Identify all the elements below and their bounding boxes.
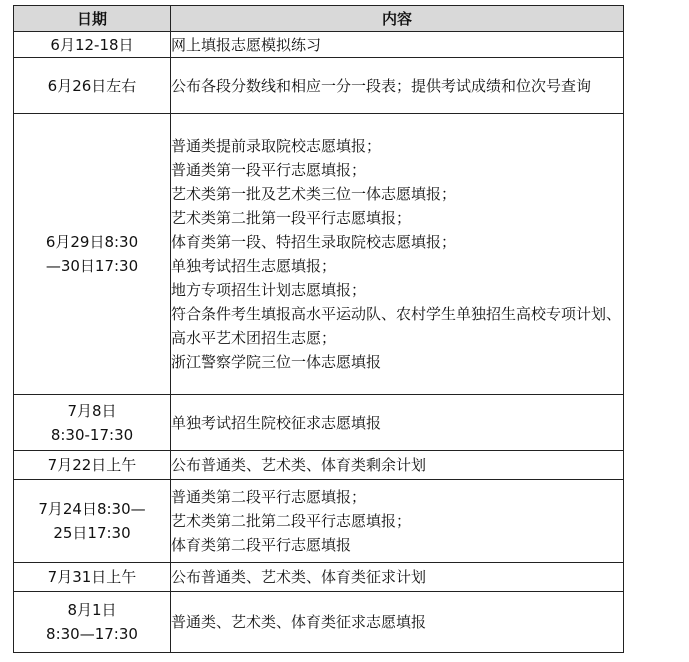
date-text: —30日17:30 bbox=[45, 257, 139, 275]
admission-schedule-table bbox=[13, 5, 624, 653]
date-text: 6月26日左右 bbox=[47, 76, 137, 95]
date-text: 25日17:30 bbox=[53, 524, 131, 542]
date-cell bbox=[14, 592, 171, 653]
content-text: 公布各段分数线和相应一分一段表；提供考试成绩和位次号查询 bbox=[171, 76, 592, 95]
content-cell bbox=[171, 592, 624, 653]
date-text: 7月24日8:30— bbox=[38, 500, 146, 518]
date-cell bbox=[14, 114, 171, 395]
content-item: 艺术类第二批第二段平行志愿填报； bbox=[171, 512, 412, 530]
content-cell bbox=[171, 32, 624, 58]
content-item: 普通类提前录取院校志愿填报； bbox=[171, 137, 382, 155]
content-item: 艺术类第一批及艺术类三位一体志愿填报； bbox=[171, 185, 457, 203]
table-row bbox=[14, 58, 624, 114]
date-cell bbox=[14, 451, 171, 480]
date-text: 7月8日 bbox=[67, 401, 117, 420]
content-cell bbox=[171, 563, 624, 592]
date-cell bbox=[14, 58, 171, 114]
date-text: 8月1日 bbox=[67, 601, 117, 619]
date-text: 8:30—17:30 bbox=[46, 625, 138, 643]
content-item: 体育类第一段、特招生录取院校志愿填报； bbox=[171, 233, 457, 251]
content-item: 符合条件考生填报高水平运动队、农村学生单独招生高校专项计划、高水平艺术团招生志愿； bbox=[171, 305, 622, 347]
table-row bbox=[14, 592, 624, 653]
date-cell bbox=[14, 480, 171, 563]
content-item: 地方专项招生计划志愿填报； bbox=[171, 281, 367, 299]
table-row bbox=[14, 480, 624, 563]
content-cell bbox=[171, 480, 624, 563]
date-text: 6月29日8:30 bbox=[45, 233, 139, 251]
content-text: 公布普通类、艺术类、体育类剩余计划 bbox=[171, 456, 427, 474]
content-cell bbox=[171, 114, 624, 395]
content-item: 体育类第二段平行志愿填报 bbox=[171, 536, 352, 554]
table-row bbox=[14, 395, 624, 451]
content-item: 普通类第二段平行志愿填报； bbox=[171, 488, 367, 506]
content-item: 艺术类第二批第一段平行志愿填报； bbox=[171, 209, 412, 227]
content-text: 公布普通类、艺术类、体育类征求计划 bbox=[171, 568, 427, 586]
content-cell bbox=[171, 451, 624, 480]
date-text: 6月12-18日 bbox=[50, 35, 134, 54]
table-row bbox=[14, 563, 624, 592]
content-cell bbox=[171, 58, 624, 114]
date-column-header: 日期 bbox=[14, 6, 171, 32]
date-cell bbox=[14, 32, 171, 58]
content-column-header: 内容 bbox=[171, 6, 624, 32]
date-text: 7月22日上午 bbox=[47, 456, 137, 474]
date-cell bbox=[14, 563, 171, 592]
date-text: 7月31日上午 bbox=[47, 568, 137, 586]
content-text: 普通类、艺术类、体育类征求志愿填报 bbox=[171, 613, 427, 631]
content-cell bbox=[171, 395, 624, 451]
content-text: 网上填报志愿模拟练习 bbox=[171, 35, 322, 54]
date-cell bbox=[14, 395, 171, 451]
content-item: 浙江警察学院三位一体志愿填报 bbox=[171, 353, 382, 371]
table-header-row bbox=[14, 6, 624, 32]
content-item: 普通类第一段平行志愿填报； bbox=[171, 161, 367, 179]
content-text: 单独考试招生院校征求志愿填报 bbox=[171, 413, 382, 432]
table-row bbox=[14, 32, 624, 58]
content-item: 单独考试招生志愿填报； bbox=[171, 257, 337, 275]
table-row bbox=[14, 451, 624, 480]
table-row bbox=[14, 114, 624, 395]
date-text: 8:30-17:30 bbox=[50, 425, 134, 444]
